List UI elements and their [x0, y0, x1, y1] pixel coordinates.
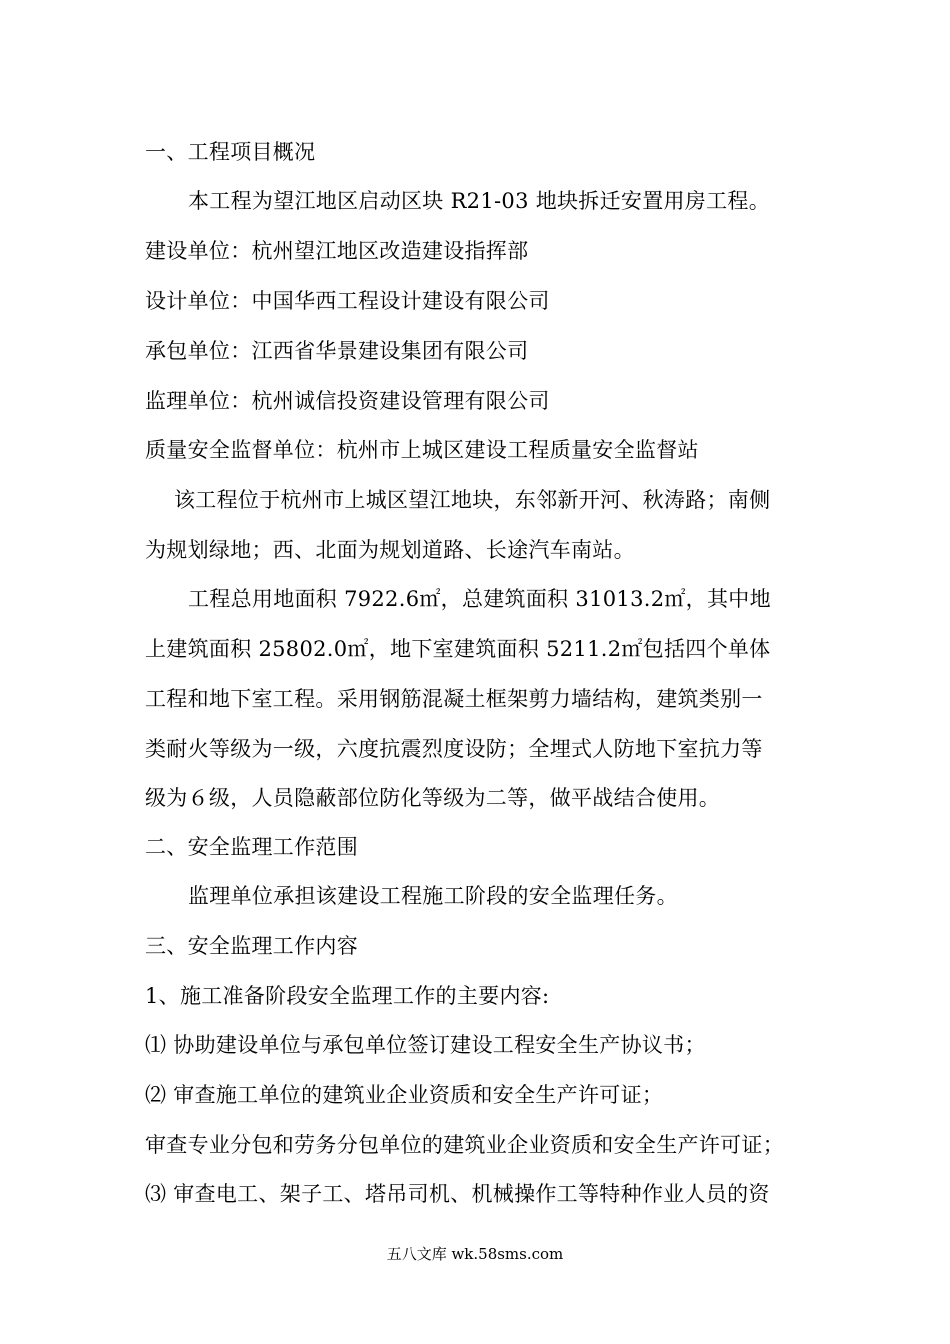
list-item: ⑴ 协助建设单位与承包单位签订建设工程安全生产协议书； [145, 1033, 706, 1057]
paragraph-line: 本工程为望江地区启动区块 R21-03 地块拆迁安置用房工程。 [188, 189, 770, 213]
paragraph-line: 级为６级，人员隐蔽部位防化等级为二等，做平战结合使用。 [145, 786, 721, 810]
list-item: ⑵ 审查施工单位的建筑业企业资质和安全生产许可证； [145, 1083, 664, 1107]
paragraph-line: 上建筑面积 25802.0㎡，地下室建筑面积 5211.2㎡包括四个单体 [145, 637, 771, 661]
paragraph-line: 类耐火等级为一级，六度抗震烈度设防；全埋式人防地下室抗力等 [145, 737, 763, 761]
list-item: 审查专业分包和劳务分包单位的建筑业企业资质和安全生产许可证； [145, 1133, 784, 1157]
list-item: ⑶ 审查电工、架子工、塔吊司机、机械操作工等特种作业人员的资 [145, 1182, 770, 1206]
info-line-builder: 建设单位：杭州望江地区改造建设指挥部 [145, 239, 529, 263]
paragraph-line: 监理单位承担该建设工程施工阶段的安全监理任务。 [188, 884, 678, 908]
section-heading-2: 二、安全监理工作范围 [145, 835, 358, 859]
info-line-supervisor: 监理单位：杭州诚信投资建设管理有限公司 [145, 389, 550, 413]
info-line-quality-station: 质量安全监督单位：杭州市上城区建设工程质量安全监督站 [145, 438, 699, 462]
section-heading-1: 一、工程项目概况 [145, 140, 316, 164]
paragraph-line: 工程和地下室工程。采用钢筋混凝土框架剪力墙结构，建筑类别一 [145, 687, 763, 711]
subsection-heading: 1、施工准备阶段安全监理工作的主要内容: [145, 984, 550, 1008]
paragraph-line: 为规划绿地；西、北面为规划道路、长途汽车南站。 [145, 538, 635, 562]
info-line-contractor: 承包单位：江西省华景建设集团有限公司 [145, 339, 529, 363]
page-footer-watermark: 五八文库 wk.58sms.com [386, 1245, 564, 1263]
paragraph-line: 工程总用地面积 7922.6㎡，总建筑面积 31013.2㎡，其中地 [188, 587, 771, 611]
paragraph-line: 该工程位于杭州市上城区望江地块，东邻新开河、秋涛路；南侧 [174, 488, 771, 512]
section-heading-3: 三、安全监理工作内容 [145, 934, 358, 958]
info-line-designer: 设计单位：中国华西工程设计建设有限公司 [145, 289, 550, 313]
